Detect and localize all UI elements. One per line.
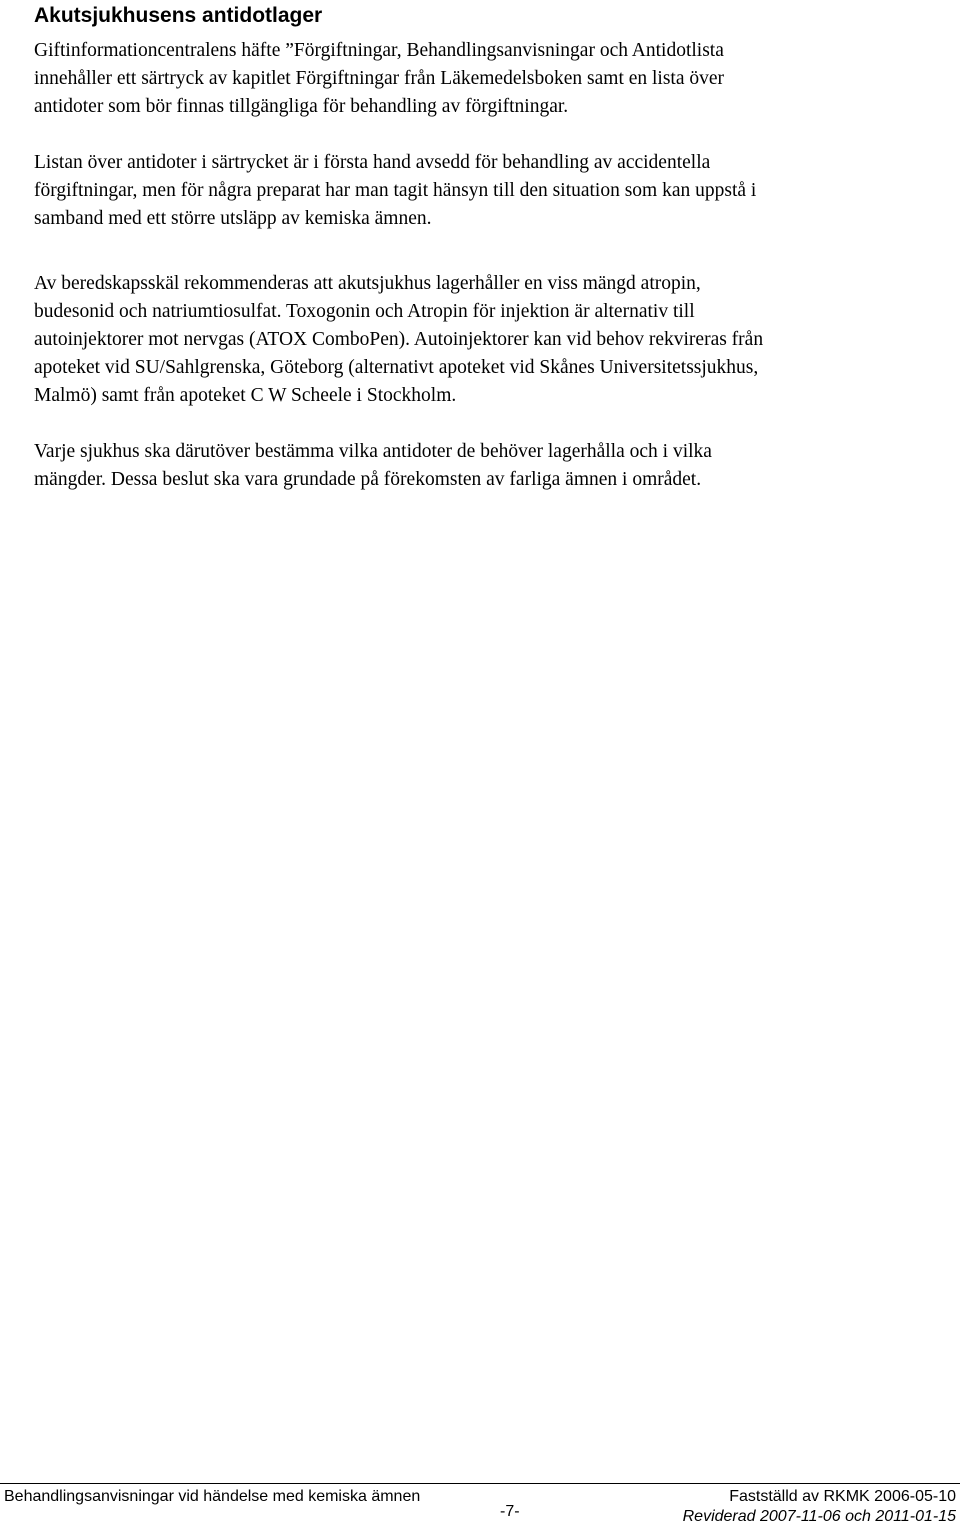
footer-document-title: Behandlingsanvisningar vid händelse med kemiska ämnen [4, 1488, 421, 1505]
page-footer [0, 1486, 960, 1530]
paragraph-preparedness [34, 270, 763, 410]
text-line: Listan över antidoter i särtrycket är i första hand avsedd för behandling av accidentella [34, 152, 711, 173]
text-line: förgiftningar, men för några preparat har man tagit hänsyn till den situation som kan uppstå i [34, 180, 757, 201]
text-line: Varje sjukhus ska därutöver bestämma vilka antidoter de behöver lagerhålla och i vilka [34, 441, 712, 462]
footer-revised-date: Reviderad 2007-11-06 och 2011-01-15 [682, 1508, 956, 1525]
paragraph-antidote-list [34, 149, 756, 233]
text-line: antidoter som bör finnas tillgängliga för behandling av förgiftningar. [34, 96, 569, 117]
text-line: mängder. Dessa beslut ska vara grundade på förekomsten av farliga ämnen i området. [34, 469, 702, 490]
paragraph-hospital-decision [34, 438, 712, 494]
section-heading: Akutsjukhusens antidotlager [34, 4, 323, 27]
page-number: -7- [500, 1503, 520, 1520]
text-line: Giftinformationcentralens häfte ”Förgiftningar, Behandlingsanvisningar och Antidotlista [34, 40, 724, 61]
text-line: apoteket vid SU/Sahlgrenska, Göteborg (alternativt apoteket vid Skånes Universitetssjukhus, [34, 357, 759, 378]
footer-approved-date: Fastställd av RKMK 2006-05-10 [729, 1488, 956, 1505]
text-line: samband med ett större utsläpp av kemiska ämnen. [34, 208, 432, 229]
document-body [34, 0, 954, 490]
text-line: Av beredskapsskäl rekommenderas att akutsjukhus lagerhåller en viss mängd atropin, [34, 273, 701, 294]
text-line: Malmö) samt från apoteket C W Scheele i Stockholm. [34, 385, 457, 406]
text-line: autoinjektorer mot nervgas (ATOX ComboPen). Autoinjektorer kan vid behov rekvireras från [34, 329, 764, 350]
text-line: budesonid och natriumtiosulfat. Toxogonin och Atropin för injektion är alternativ till [34, 301, 695, 322]
paragraph-intro [34, 37, 724, 121]
text-line: innehåller ett särtryck av kapitlet Förgiftningar från Läkemedelsboken samt en lista över [34, 68, 725, 89]
footer-divider [0, 1483, 960, 1484]
